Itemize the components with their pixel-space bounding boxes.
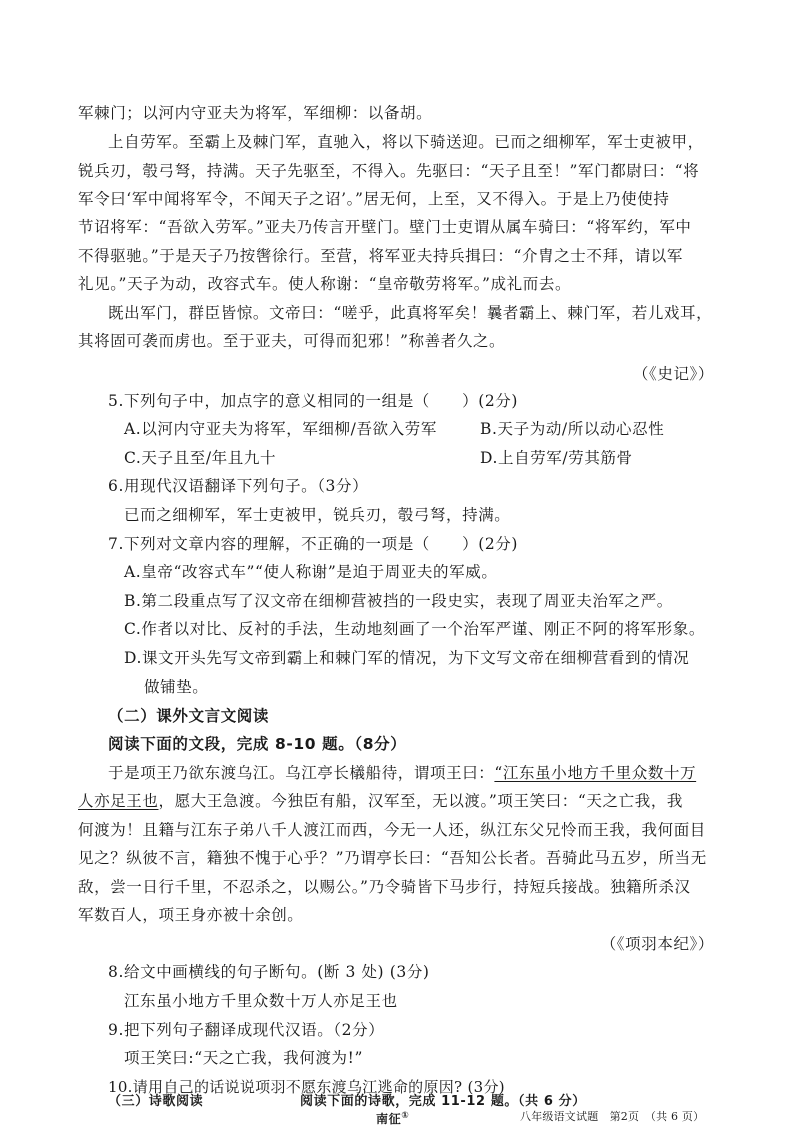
question-7-option-a: A.皇帝“改容式车”“使人称谢”是迫于周亚夫的军威。 [124, 563, 498, 581]
question-7-option-d: D.课文开头先写文帝到霸上和棘门军的情况，为下文写文帝在细柳营看到的情况 [124, 649, 690, 667]
passage2-line [108, 763, 696, 783]
underlined-sentence: “江东虽小地方千里众数十万 [494, 764, 697, 782]
page-footer: 八年级语文试题 第2页 （共 6 页） [520, 1110, 705, 1123]
passage2-line: 见之？纵彼不言，籍独不愧于心乎？”乃谓亭长曰：“吾知公长者。吾骑此马五岁，所当无 [78, 849, 707, 867]
passage-line: 上自劳军。至霸上及棘门军，直驰入，将以下骑送迎。已而之细柳军，军士吏被甲， [108, 133, 704, 151]
section-2-instruction: 阅读下面的文段，完成 8-10 题。（8分） [108, 735, 407, 753]
passage-line: 不得驱驰。”于是天子乃按辔徐行。至营，将军亚夫持兵揖曰：“介胄之士不拜，请以军 [78, 247, 684, 265]
passage-line: 其将固可袭而虏也。至于亚夫，可得而犯邪！”称善者久之。 [78, 332, 506, 350]
section-3-instruction: 阅读下面的诗歌，完成 11-12 题。（共 6 分） [300, 1094, 586, 1109]
passage-line: 锐兵刃，彀弓弩，持满。天子先驱至，不得入。先驱曰：“天子且至！”军门都尉曰：“将 [78, 162, 700, 180]
section-2-heading: （二）课外文言文阅读 [108, 707, 270, 725]
question-7-stem: 7.下列对文章内容的理解，不正确的一项是（ ）(2分) [108, 535, 519, 553]
footnote-marker: ① [401, 1111, 410, 1121]
question-10-stem: 10.请用自己的话说说项羽不愿东渡乌江逃命的原因? (3分) [108, 1078, 505, 1096]
question-5-option-a: A.以河内守亚夫为将军，军细柳/吾欲入劳军 [124, 420, 437, 438]
question-8-stem: 8.给文中画横线的句子断句。(断 3 处) (3分) [108, 963, 430, 981]
passage2-source: （《项羽本纪》） [600, 935, 714, 953]
passage2-line: 军数百人，项王身亦被十余创。 [78, 906, 304, 924]
question-7-option-c: C.作者以对比、反衬的手法，生动地刻画了一个治军严谨、刚正不阿的将军形象。 [124, 620, 705, 638]
underlined-sentence-cont: 人亦足王也 [78, 792, 159, 810]
section-3-heading: （三）诗歌阅读 [108, 1094, 204, 1109]
question-7-option-b: B.第二段重点写了汉文帝在细柳营被挡的一段史实，表现了周亚夫治军之严。 [124, 592, 673, 610]
passage-source: （《史记》） [632, 365, 714, 383]
passage2-text: ，愿大王急渡。今独臣有船，汉军至，无以渡。”项王笑曰：“天之亡我，我 [158, 792, 684, 810]
question-6-sentence: 已而之细柳军，军士吏被甲，锐兵刃，彀弓弩，持满。 [124, 506, 511, 524]
question-7-option-d-cont: 做铺垫。 [144, 678, 209, 696]
question-5-stem: 5.下列句子中，加点字的意义相同的一组是（ ）(2分) [108, 392, 519, 410]
passage2-line: 敌，尝一日行千里，不忍杀之，以赐公。”乃令骑皆下马步行，持短兵接战。独籍所杀汉 [78, 878, 691, 896]
question-5-option-c: C.天子且至/年且九十 [124, 449, 277, 467]
passage-line: 既出军门，群臣皆惊。文帝曰：“嗟乎，此真将军矣！曩者霸上、棘门军，若儿戏耳， [108, 304, 713, 322]
question-9-sentence: 项王笑曰:“天之亡我，我何渡为!” [124, 1049, 363, 1067]
passage2-text: 于是项王乃欲东渡乌江。乌江亭长檥船待，谓项王曰： [108, 764, 495, 782]
question-9-stem: 9.把下列句子翻译成现代汉语。（2分） [108, 1021, 385, 1039]
passage-line: 礼见。”天子为动，改容式车。使人称谢：“皇帝敬劳将军。”成礼而去。 [78, 275, 572, 293]
question-5-option-b: B.天子为动/所以动心忍性 [480, 420, 665, 438]
passage-line: 军棘门；以河内守亚夫为将军，军细柳：以备胡。 [78, 104, 433, 122]
passage-line: 军令曰‘军中闻将军令，不闻天子之诏’。”居无何，上至，又不得入。于是上乃使使持 [78, 190, 670, 208]
question-5-option-d: D.上自劳军/劳其筋骨 [480, 449, 633, 467]
passage2-line [78, 791, 683, 811]
question-6-stem: 6.用现代汉语翻译下列句子。（3分） [108, 477, 369, 495]
passage-line: 节诏将军：“吾欲入劳军。”亚夫乃传言开壁门。壁门士吏谓从属车骑曰：“将军约，军中 [78, 218, 692, 236]
passage2-line: 何渡为！且籍与江东子弟八千人渡江而西，今无一人还，纵江东父兄怜而王我，我何面目 [78, 821, 706, 839]
poem-title: 南征① [376, 1111, 410, 1126]
question-8-sentence: 江东虽小地方千里众数十万人亦足王也 [124, 992, 398, 1010]
